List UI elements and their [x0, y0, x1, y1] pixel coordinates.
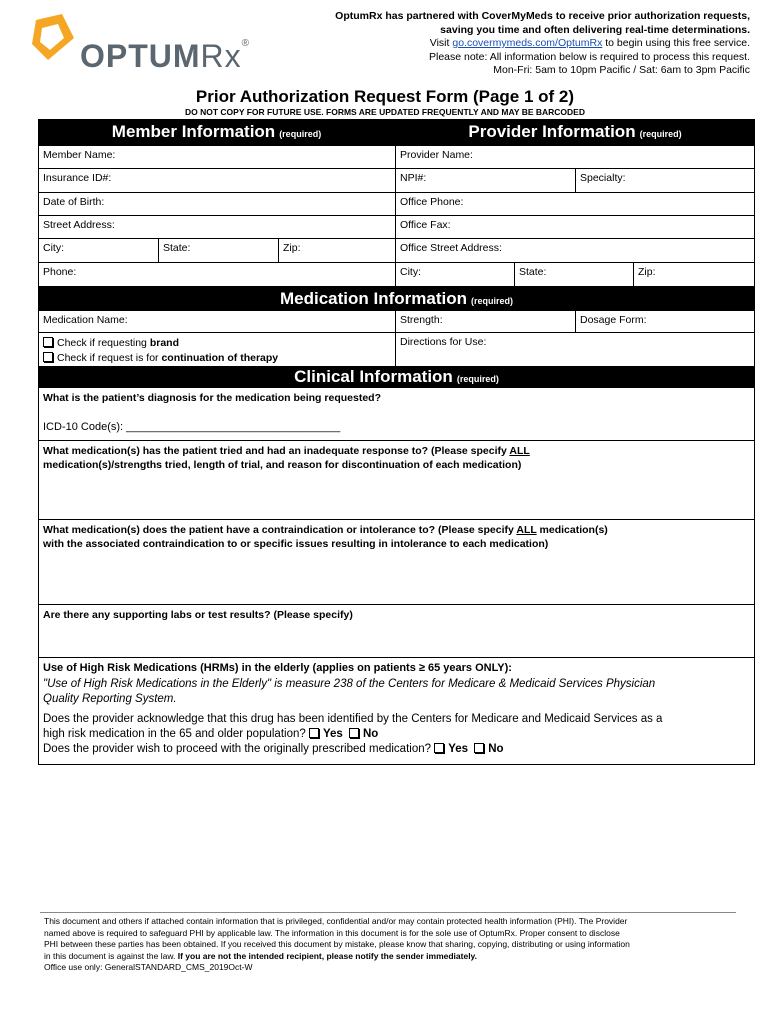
- ack-yes-checkbox[interactable]: [309, 728, 319, 738]
- member-city-field[interactable]: City:: [38, 238, 159, 263]
- office-fax-field[interactable]: Office Fax:: [395, 215, 755, 239]
- provider-name-field[interactable]: Provider Name:: [395, 145, 755, 169]
- npi-field[interactable]: NPI#:: [395, 168, 576, 193]
- street-address-field[interactable]: Street Address:: [38, 215, 396, 239]
- notice-line-5: Mon-Fri: 5am to 10pm Pacific / Sat: 6am to 3pm Pacific: [493, 64, 750, 76]
- member-name-field[interactable]: Member Name:: [38, 145, 396, 169]
- diagnosis-question-box[interactable]: [38, 387, 755, 441]
- optumrx-logo-mark-icon: [30, 14, 76, 62]
- brand-checkbox-row[interactable]: Check if requesting brand: [43, 336, 391, 351]
- medication-information-header: Medication Information (required): [38, 287, 755, 311]
- notice-line-2: saving you time and often delivering real-time determinations.: [440, 23, 750, 36]
- medication-name-field[interactable]: Medication Name:: [38, 310, 396, 333]
- member-information-header: Member Information (required): [38, 119, 395, 145]
- tried-medications-box[interactable]: [38, 440, 755, 520]
- provider-city-field[interactable]: City:: [395, 262, 515, 287]
- confidentiality-footer: This document and others if attached contain information that is privileged, confidential and/or may contain protected health information (PHI). The Provider named above is required to safeguard PHI by applicable law. The information in this document is for the sole use of OptumRx. Proper consent to disclose PHI between these parties has been obtained. If you received this document by mistake, please know that sharing, copying, distributing or using information in this document is against the law. If you are not the intended recipient, please notify the sender immediately. Office use only: GeneralSTANDARD_CMS_2019Oct-W: [44, 916, 744, 974]
- hrm-title: Use of High Risk Medications (HRMs) in the elderly (applies on patients ≥ 65 years ONLY):: [43, 662, 512, 674]
- diagnosis-question: What is the patient’s diagnosis for the medication being requested?: [43, 392, 381, 404]
- member-phone-field[interactable]: Phone:: [38, 262, 396, 287]
- date-of-birth-field[interactable]: Date of Birth:: [38, 192, 396, 216]
- header-notice: [280, 10, 750, 78]
- brand-checkbox[interactable]: [43, 337, 53, 347]
- supporting-labs-box[interactable]: [38, 604, 755, 658]
- clinical-information-header: Clinical Information (required): [38, 366, 755, 388]
- optumrx-logo: [30, 14, 251, 74]
- do-not-copy-notice: DO NOT COPY FOR FUTURE USE. FORMS ARE UPDATED FREQUENTLY AND MAY BE BARCODED: [184, 107, 585, 117]
- provider-zip-field[interactable]: Zip:: [633, 262, 755, 287]
- logo-wordmark: OPTUMRx®: [80, 38, 251, 74]
- provider-state-field[interactable]: State:: [514, 262, 634, 287]
- office-use-code: Office use only: GeneralSTANDARD_CMS_2019Oct-W: [44, 962, 253, 972]
- covermymeds-link[interactable]: go.covermymeds.com/OptumRx: [452, 37, 603, 49]
- continuation-checkbox[interactable]: [43, 352, 53, 362]
- hrm-acknowledge: Does the provider acknowledge that this drug has been identified by the Centers for Medicare and Medicaid Services as a high risk medication in the 65 and older population? Yes No: [43, 713, 663, 740]
- office-street-address-field[interactable]: Office Street Address:: [395, 238, 755, 263]
- brand-continuation-checkboxes: [38, 332, 396, 367]
- supporting-labs-question: Are there any supporting labs or test results? (Please specify): [43, 609, 353, 621]
- hrm-proceed: Does the provider wish to proceed with the originally prescribed medication? Yes No: [43, 743, 504, 755]
- icd10-code-line[interactable]: ICD-10 Code(s): ___________________________________: [43, 421, 341, 433]
- hrm-quote: "Use of High Risk Medications in the Elderly" is measure 238 of the Centers for Medicare & Medicaid Services Physician Quality Reporting System.: [43, 678, 656, 705]
- contraindication-box[interactable]: [38, 519, 755, 605]
- office-phone-field[interactable]: Office Phone:: [395, 192, 755, 216]
- continuation-checkbox-row[interactable]: Check if request is for continuation of therapy: [43, 351, 391, 366]
- tried-medications-question: What medication(s) has the patient tried and had an inadequate response to? (Please specify ALL medication(s)/strengths tried, length of trial, and reason for discontinuation of each medication): [43, 445, 530, 471]
- specialty-field[interactable]: Specialty:: [575, 168, 755, 193]
- notice-line-3: Visit go.covermymeds.com/OptumRx to begin using this free service.: [429, 37, 750, 49]
- proceed-yes-checkbox[interactable]: [434, 743, 444, 753]
- notice-line-1: OptumRx has partnered with CoverMyMeds to receive prior authorization requests,: [335, 10, 750, 22]
- footer-divider: [40, 912, 736, 913]
- provider-information-header: Provider Information (required): [395, 119, 755, 145]
- form-title: Prior Authorization Request Form (Page 1 of 2): [195, 87, 575, 106]
- notice-line-4: Please note: All information below is required to process this request.: [428, 50, 750, 63]
- insurance-id-field[interactable]: Insurance ID#:: [38, 168, 396, 193]
- strength-field[interactable]: Strength:: [395, 310, 576, 333]
- contraindication-question: What medication(s) does the patient have a contraindication or intolerance to? (Please specify ALL medication(s) with the associated contraindication to or specific issues resulting in intolerance to each medication): [43, 524, 608, 550]
- dosage-form-field[interactable]: Dosage Form:: [575, 310, 755, 333]
- member-state-field[interactable]: State:: [158, 238, 279, 263]
- proceed-no-checkbox[interactable]: [474, 743, 484, 753]
- ack-no-checkbox[interactable]: [349, 728, 359, 738]
- high-risk-medications-box: [38, 657, 755, 765]
- directions-for-use-field[interactable]: Directions for Use:: [395, 332, 755, 367]
- member-zip-field[interactable]: Zip:: [278, 238, 396, 263]
